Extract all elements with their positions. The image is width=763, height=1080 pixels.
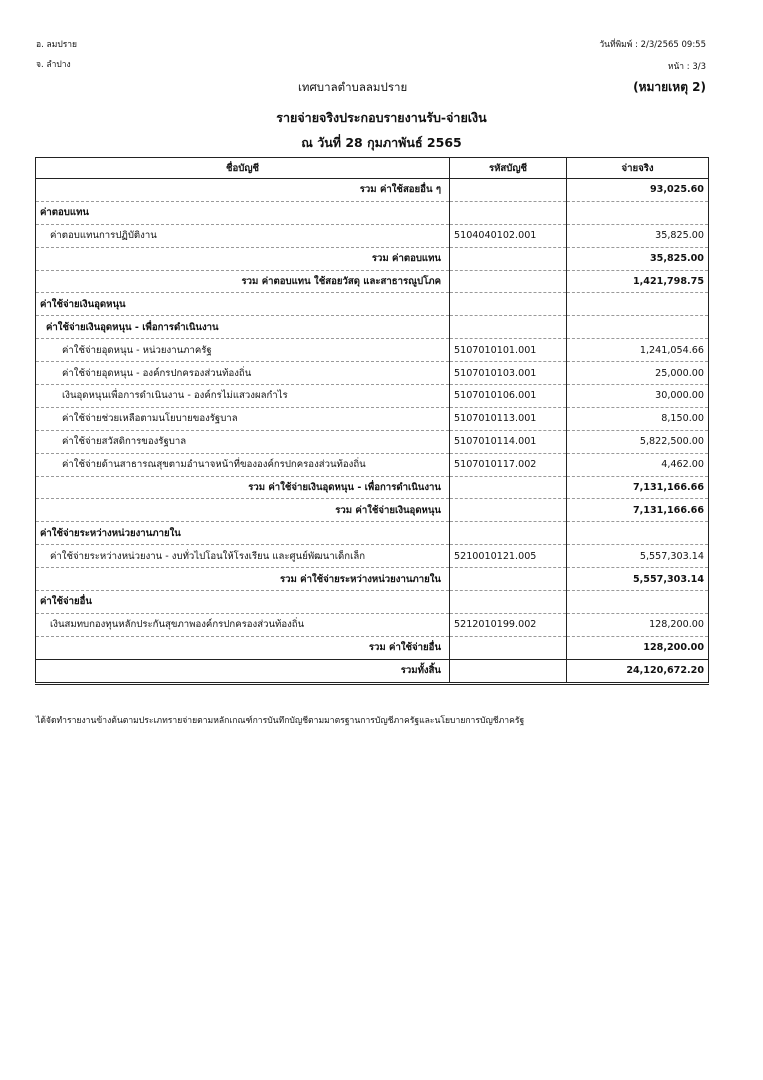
account-name-cell: เงินอุดหนุนเพื่อการดำเนินงาน - องค์กรไม่แสวงผลกำไร: [36, 385, 450, 408]
account-name-cell: รวม ค่าใช้จ่ายเงินอุดหนุน: [36, 499, 450, 522]
account-name-cell: รวม ค่าตอบแทน ใช้สอยวัสดุ และสาธารณูปโภค: [36, 270, 450, 293]
account-name-cell: ค่าใช้จ่ายระหว่างหน่วยงาน - งบทั่วไปโอนให้โรงเรียน และศูนย์พัฒนาเด็กเล็ก: [36, 545, 450, 568]
account-code-cell: 5107010113.001: [450, 407, 567, 430]
amount-cell: [567, 201, 709, 224]
grand-total-row: [36, 659, 709, 683]
subtotal-row: [36, 636, 709, 659]
subtotal-row: [36, 499, 709, 522]
col-header-account-code: รหัสบัญชี: [450, 158, 567, 179]
amount-cell: 93,025.60: [567, 179, 709, 202]
amount-cell: 35,825.00: [567, 224, 709, 247]
district-label: อ. ลมปราย: [36, 40, 78, 50]
amount-cell: 7,131,166.66: [567, 476, 709, 499]
table-row: [36, 453, 709, 476]
amount-cell: 1,241,054.66: [567, 339, 709, 362]
table-row: [36, 430, 709, 453]
account-name-cell: ค่าใช้จ่ายอื่น: [36, 591, 450, 614]
account-code-cell: [450, 659, 567, 683]
account-name-cell: ค่าใช้จ่ายด้านสาธารณสุขตามอำนาจหน้าที่ขององค์กรปกครองส่วนท้องถิ่น: [36, 453, 450, 476]
table-row: [36, 407, 709, 430]
account-name-cell: ค่าใช้จ่ายอุดหนุน - หน่วยงานภาครัฐ: [36, 339, 450, 362]
amount-cell: 7,131,166.66: [567, 499, 709, 522]
amount-cell: 1,421,798.75: [567, 270, 709, 293]
amount-cell: [567, 591, 709, 614]
account-name-cell: รวมทั้งสิ้น: [36, 659, 450, 683]
account-name-cell: รวม ค่าใช้สอยอื่น ๆ: [36, 179, 450, 202]
account-code-cell: [450, 270, 567, 293]
account-code-cell: [450, 499, 567, 522]
col-header-actual-paid: จ่ายจริง: [567, 158, 709, 179]
account-code-cell: 5107010114.001: [450, 430, 567, 453]
table-row: [36, 385, 709, 408]
amount-cell: [567, 316, 709, 339]
table-header-row: [36, 158, 709, 179]
account-name-cell: ค่าตอบแทนการปฏิบัติงาน: [36, 224, 450, 247]
category-row: [36, 591, 709, 614]
subtotal-row: [36, 476, 709, 499]
account-code-cell: 5210010121.005: [450, 545, 567, 568]
org-name: เทศบาลตำบลลมปราย: [298, 80, 408, 94]
account-code-cell: [450, 316, 567, 339]
account-name-cell: ค่าใช้จ่ายเงินอุดหนุน: [36, 293, 450, 316]
subtotal-row: [36, 270, 709, 293]
amount-cell: 5,557,303.14: [567, 545, 709, 568]
table-row: [36, 545, 709, 568]
account-name-cell: รวม ค่าใช้จ่ายอื่น: [36, 636, 450, 659]
subtotal-row: [36, 568, 709, 591]
table-row: [36, 339, 709, 362]
page-number: หน้า : 3/3: [667, 62, 706, 72]
account-code-cell: 5107010117.002: [450, 453, 567, 476]
account-code-cell: 5107010101.001: [450, 339, 567, 362]
report-date: ณ วันที่ 28 กุมภาพันธ์ 2565: [301, 135, 462, 150]
category-row: [36, 522, 709, 545]
category-row: [36, 293, 709, 316]
account-code-cell: 5107010103.001: [450, 362, 567, 385]
account-name-cell: ค่าใช้จ่ายอุดหนุน - องค์กรปกครองส่วนท้องถิ่น: [36, 362, 450, 385]
account-name-cell: รวม ค่าตอบแทน: [36, 247, 450, 270]
note-label: (หมายเหตุ 2): [633, 80, 706, 94]
account-name-cell: ค่าใช้จ่ายช่วยเหลือตามนโยบายของรัฐบาล: [36, 407, 450, 430]
amount-cell: 25,000.00: [567, 362, 709, 385]
amount-cell: 8,150.00: [567, 407, 709, 430]
col-header-account-name: ชื่อบัญชี: [36, 158, 450, 179]
province-label: จ. ลำปาง: [36, 60, 71, 70]
subtotal-row: [36, 247, 709, 270]
amount-cell: 4,462.00: [567, 453, 709, 476]
account-code-cell: [450, 201, 567, 224]
amount-cell: 30,000.00: [567, 385, 709, 408]
amount-cell: 128,200.00: [567, 636, 709, 659]
account-code-cell: 5104040102.001: [450, 224, 567, 247]
amount-cell: 128,200.00: [567, 613, 709, 636]
amount-cell: 5,822,500.00: [567, 430, 709, 453]
print-date: วันที่พิมพ์ : 2/3/2565 09:55: [599, 40, 706, 50]
account-code-cell: [450, 293, 567, 316]
subtotal-row: [36, 179, 709, 202]
table-row: [36, 362, 709, 385]
amount-cell: [567, 293, 709, 316]
category-row: [36, 201, 709, 224]
account-code-cell: [450, 522, 567, 545]
account-name-cell: เงินสมทบกองทุนหลักประกันสุขภาพองค์กรปกครองส่วนท้องถิ่น: [36, 613, 450, 636]
amount-cell: [567, 522, 709, 545]
footnote: ได้จัดทำรายงานข้างต้นตามประเภทรายจ่ายตามหลักเกณฑ์การบันทึกบัญชีตามมาตรฐานการบัญชีภาครัฐและนโยบายการบัญชีภาครัฐ: [36, 716, 525, 726]
account-name-cell: รวม ค่าใช้จ่ายเงินอุดหนุน - เพื่อการดำเนินงาน: [36, 476, 450, 499]
account-code-cell: [450, 636, 567, 659]
category-row: [36, 316, 709, 339]
account-code-cell: [450, 476, 567, 499]
account-code-cell: [450, 591, 567, 614]
account-name-cell: ค่าใช้จ่ายเงินอุดหนุน - เพื่อการดำเนินงาน: [36, 316, 450, 339]
account-code-cell: [450, 568, 567, 591]
account-name-cell: ค่าตอบแทน: [36, 201, 450, 224]
table-row: [36, 613, 709, 636]
account-code-cell: [450, 179, 567, 202]
amount-cell: 35,825.00: [567, 247, 709, 270]
account-code-cell: 5107010106.001: [450, 385, 567, 408]
report-title: รายจ่ายจริงประกอบรายงานรับ-จ่ายเงิน: [276, 110, 487, 125]
account-name-cell: ค่าใช้จ่ายสวัสดิการของรัฐบาล: [36, 430, 450, 453]
expense-table: [35, 157, 709, 685]
account-code-cell: 5212010199.002: [450, 613, 567, 636]
amount-cell: 24,120,672.20: [567, 659, 709, 683]
account-code-cell: [450, 247, 567, 270]
account-name-cell: ค่าใช้จ่ายระหว่างหน่วยงานภายใน: [36, 522, 450, 545]
amount-cell: 5,557,303.14: [567, 568, 709, 591]
table-row: [36, 224, 709, 247]
account-name-cell: รวม ค่าใช้จ่ายระหว่างหน่วยงานภายใน: [36, 568, 450, 591]
